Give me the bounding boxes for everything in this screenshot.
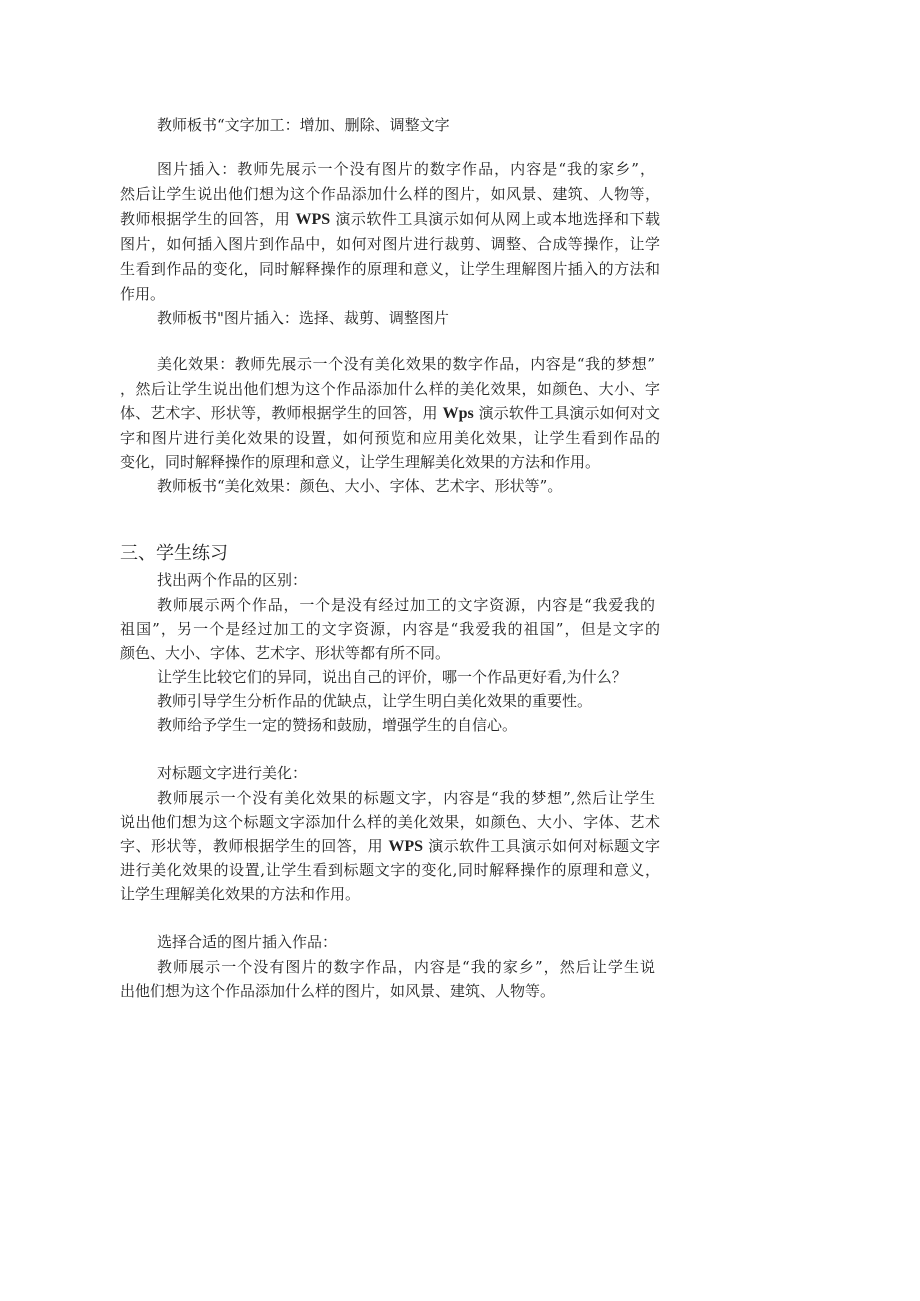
practice-3-line-2: 出他们想为这个作品添加什么样的图片，如风景、建筑、人物等。	[120, 982, 556, 1000]
wps-keyword: WPS	[295, 211, 331, 228]
practice-3-title: 选择合适的图片插入作品：	[157, 933, 338, 951]
practice-2-line-3	[120, 836, 660, 857]
practice-2-line-4: 进行美化效果的设置,让学生看到标题文字的变化,同时解释操作的原理和意义，	[120, 861, 660, 879]
beautify-line-3-a: 体、艺术字、形状等，教师根据学生的回答，用	[120, 404, 443, 422]
image-insert-line-3	[120, 209, 660, 230]
section-heading-student-practice: 三、学生练习	[120, 543, 228, 564]
image-insert-line-1: 图片插入：教师先展示一个没有图片的数字作品，内容是“我的家乡”，	[157, 160, 655, 178]
practice-2-line-5: 让学生理解美化效果的方法和作用。	[120, 885, 361, 903]
board-beautify: 教师板书“美化效果：颜色、大小、字体、艺术字、形状等”。	[157, 477, 563, 495]
practice-1-line-4: 让学生比较它们的异同，说出自己的评价，哪一个作品更好看,为什么？	[157, 668, 627, 686]
practice-3-line-1: 教师展示一个没有图片的数字作品，内容是“我的家乡”，然后让学生说	[157, 958, 655, 976]
image-insert-line-3-c: 演示软件工具演示如何从网上或本地选择和下载	[330, 210, 660, 228]
image-insert-line-2: 然后让学生说出他们想为这个作品添加什么样的图片，如风景、建筑、人物等，	[120, 185, 660, 203]
practice-1-line-1: 教师展示两个作品，一个是没有经过加工的文字资源，内容是“我爱我的	[157, 596, 655, 614]
image-insert-line-4: 图片，如何插入图片到作品中，如何对图片进行裁剪、调整、合成等操作，让学	[120, 235, 660, 253]
practice-1-title: 找出两个作品的区别：	[157, 571, 308, 589]
practice-2-title: 对标题文字进行美化：	[157, 764, 308, 782]
practice-2-line-2: 说出他们想为这个标题文字添加什么样的美化效果，如颜色、大小、字体、艺术	[120, 813, 660, 831]
beautify-line-2: ，然后让学生说出他们想为这个作品添加什么样的美化效果，如颜色、大小、字	[120, 380, 660, 398]
beautify-line-4: 字和图片进行美化效果的设置，如何预览和应用美化效果，让学生看到作品的	[120, 429, 660, 447]
beautify-line-3-c: 演示软件工具演示如何对文	[473, 404, 660, 422]
image-insert-line-3-a: 教师根据学生的回答，用	[120, 210, 296, 228]
practice-1-line-6: 教师给予学生一定的赞扬和鼓励，增强学生的自信心。	[157, 716, 518, 734]
beautify-line-5: 变化，同时解释操作的原理和意义，让学生理解美化效果的方法和作用。	[120, 453, 601, 471]
practice-2-line-3-a: 字、形状等，教师根据学生的回答，用	[120, 837, 389, 855]
image-insert-line-5: 生看到作品的变化，同时解释操作的原理和意义，让学生理解图片插入的方法和	[120, 260, 660, 278]
practice-2-line-1: 教师展示一个没有美化效果的标题文字，内容是“我的梦想”,然后让学生	[157, 789, 655, 807]
practice-1-line-5: 教师引导学生分析作品的优缺点，让学生明白美化效果的重要性。	[157, 692, 593, 710]
beautify-line-1: 美化效果：教师先展示一个没有美化效果的数字作品，内容是“我的梦想”	[157, 355, 655, 373]
beautify-line-3	[120, 403, 660, 424]
board-image-insert: 教师板书"图片插入：选择、裁剪、调整图片	[157, 309, 449, 327]
practice-2-line-3-c: 演示软件工具演示如何对标题文字	[423, 837, 660, 855]
wps-keyword: WPS	[388, 838, 424, 855]
practice-1-line-3: 颜色、大小、字体、艺术字、形状等都有所不同。	[120, 644, 451, 662]
wps-keyword: Wps	[442, 405, 474, 422]
image-insert-line-6: 作用。	[120, 285, 166, 303]
practice-1-line-2: 祖国”，另一个是经过加工的文字资源，内容是“我爱我的祖国”，但是文字的	[120, 620, 660, 638]
board-text-processing: 教师板书“文字加工：增加、删除、调整文字	[157, 116, 450, 134]
